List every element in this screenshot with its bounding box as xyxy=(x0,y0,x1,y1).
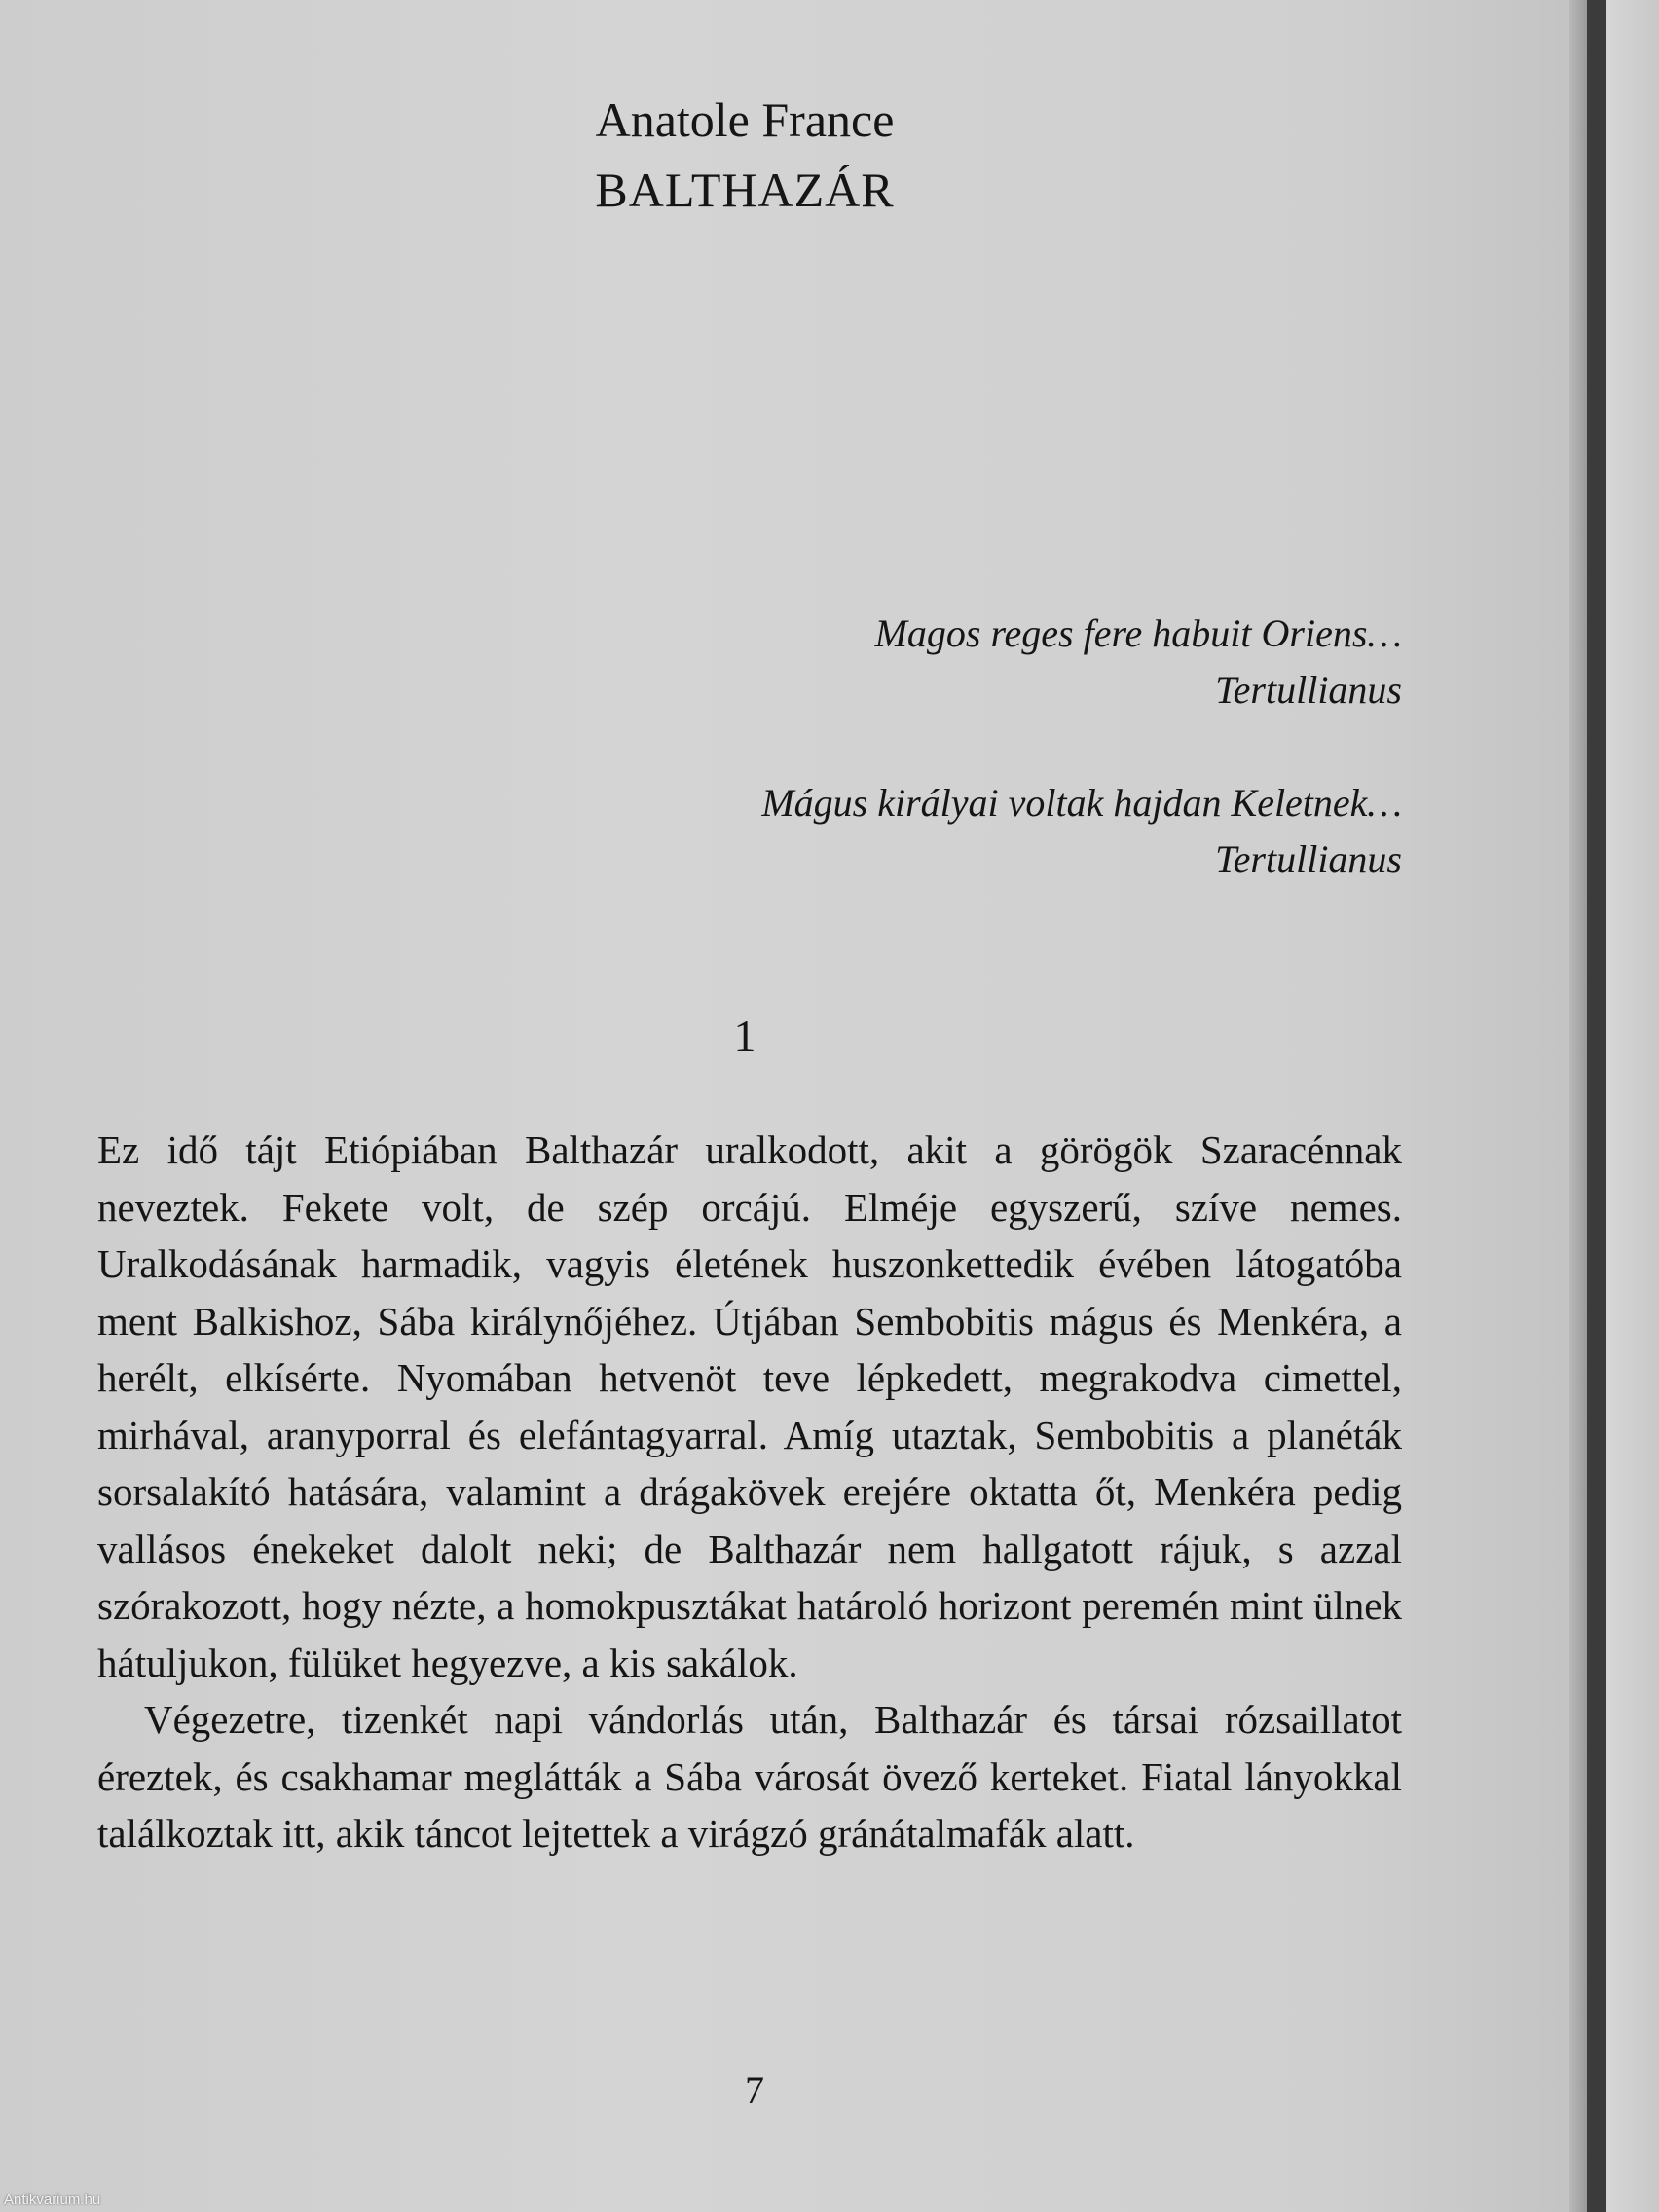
story-title: BALTHAZÁR xyxy=(595,163,895,217)
epigraph-hungarian xyxy=(761,775,1402,888)
watermark-label: Antikvarium.hu xyxy=(4,2192,101,2208)
epigraph-quote: Magos reges fere habuit Oriens… xyxy=(874,611,1402,655)
page-edge xyxy=(1569,0,1587,2212)
epigraph-quote: Mágus királyai voltak hajdan Keletnek… xyxy=(761,781,1402,825)
book-cover-edge xyxy=(1587,0,1606,2212)
epigraph-attribution: Tertullianus xyxy=(1215,668,1402,712)
epigraph-latin xyxy=(875,606,1402,719)
body-paragraph: Ez idő tájt Etiópiában Balthazár uralkodott, akit a görögök Szaracénnak neveztek. Fekete volt, de szép orcájú. Elméje egyszerű, szíve nemes. Uralkodásának harmadik, vagyis életének huszonkettedik évében látogatóba ment Balkishoz, Sába királynőjéhez. Útjában Sembobitis mágus és Menkéra, a herélt, elkísérte. Nyomában hetvenöt teve lépkedett, megrakodva cimettel, mirhával, aranyporral és elefántagyarral. Amíg utaztak, Sembobitis a planéták sorsalakító hatására, valamint a drágakövek erejére oktatta őt, Menkéra pedig vallásos énekeket dalolt neki; de Balthazár nem hallgatott rájuk, s azzal szórakozott, hogy nézte, a homokpusztákat határoló horizont peremén mint ülnek hátuljukon, fülüket hegyezve, a kis sakálok. xyxy=(97,1127,1402,1685)
page-number: 7 xyxy=(745,2068,764,2112)
chapter-body xyxy=(97,1122,1402,1862)
background-surface xyxy=(1606,0,1659,2212)
body-paragraph: Végezetre, tizenkét napi vándorlás után, Balthazár és társai rózsaillatot éreztek, és csakhamar meglátták a Sába városát övező kerteket. Fiatal lányokkal találkoztak itt, akik táncot lejtettek a virágzó gránátalmafák alatt. xyxy=(97,1697,1402,1856)
chapter-number: 1 xyxy=(733,1011,756,1060)
epigraph-attribution: Tertullianus xyxy=(1215,837,1402,881)
author-name: Anatole France xyxy=(595,92,895,147)
